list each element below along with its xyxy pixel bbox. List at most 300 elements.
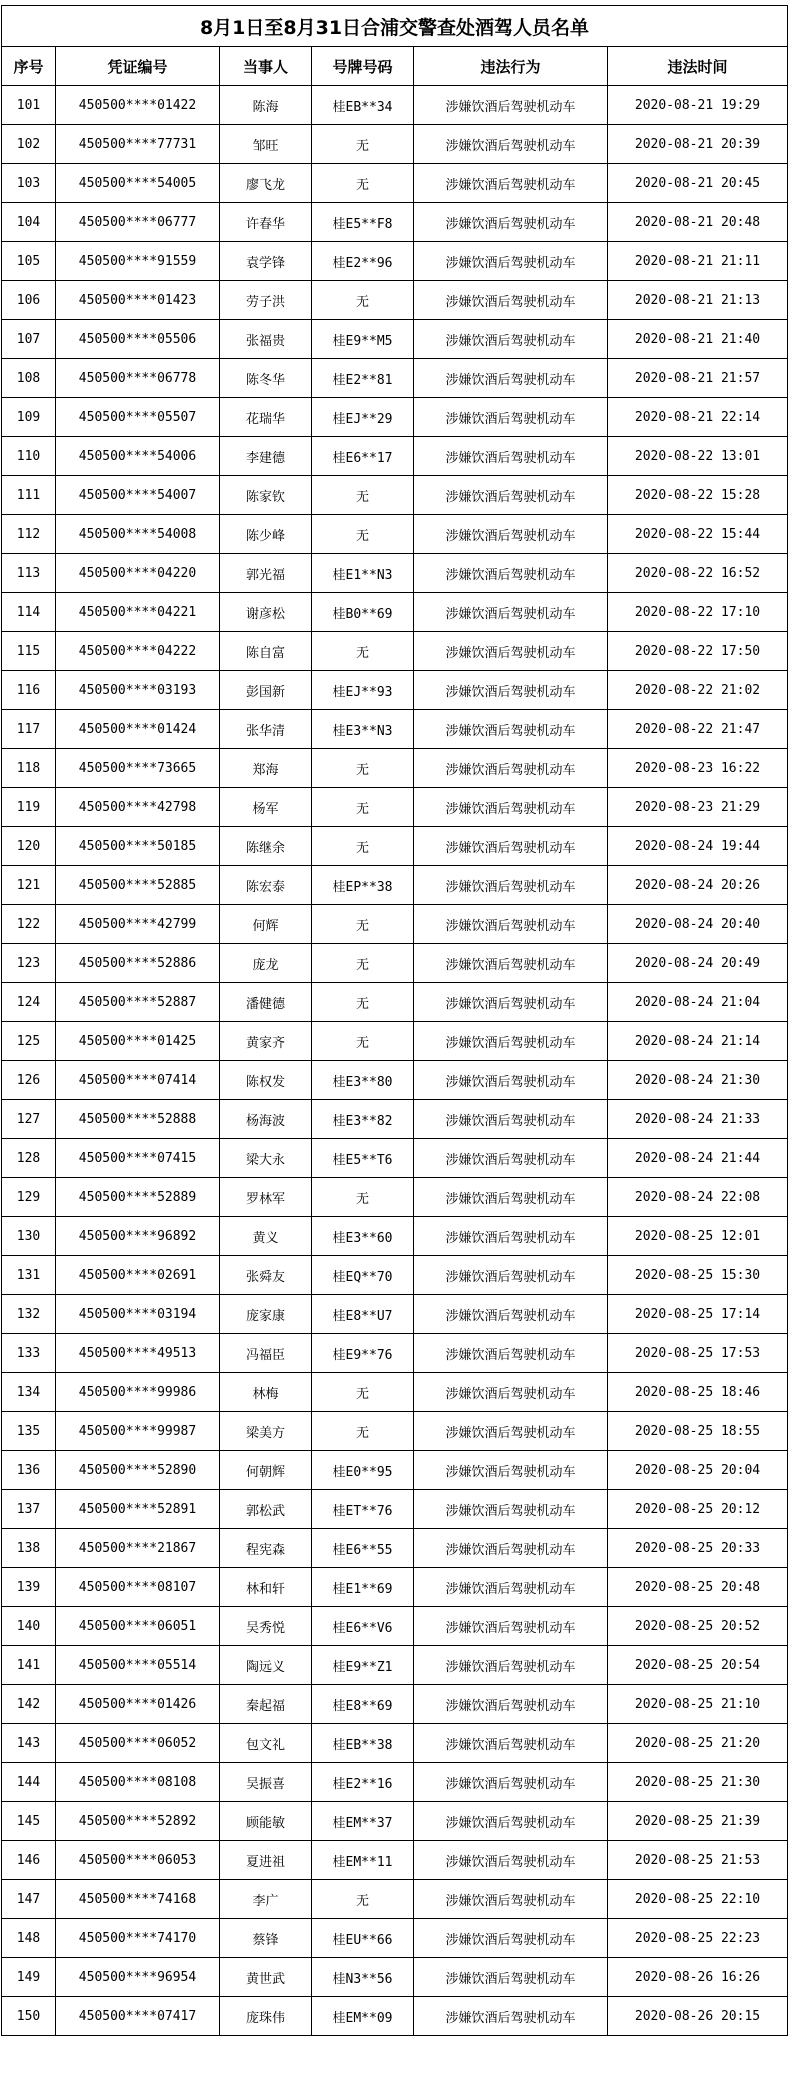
cell-party: 陈权发 <box>220 1061 312 1100</box>
cell-ticket-no: 450500****07415 <box>56 1139 220 1178</box>
column-header-seq: 序号 <box>2 47 56 86</box>
cell-violation: 涉嫌饮酒后驾驶机动车 <box>414 593 608 632</box>
cell-time: 2020-08-25 20:48 <box>608 1568 788 1607</box>
cell-ticket-no: 450500****05507 <box>56 398 220 437</box>
cell-ticket-no: 450500****54007 <box>56 476 220 515</box>
cell-time: 2020-08-21 19:29 <box>608 86 788 125</box>
cell-seq: 138 <box>2 1529 56 1568</box>
cell-plate: 桂EB**34 <box>312 86 414 125</box>
cell-time: 2020-08-24 21:14 <box>608 1022 788 1061</box>
table-row <box>2 1451 788 1490</box>
cell-plate: 桂E2**16 <box>312 1763 414 1802</box>
cell-seq: 106 <box>2 281 56 320</box>
cell-violation: 涉嫌饮酒后驾驶机动车 <box>414 1334 608 1373</box>
cell-plate: 桂EQ**70 <box>312 1256 414 1295</box>
cell-ticket-no: 450500****03193 <box>56 671 220 710</box>
cell-party: 郭光福 <box>220 554 312 593</box>
cell-party: 陈自富 <box>220 632 312 671</box>
cell-ticket-no: 450500****52891 <box>56 1490 220 1529</box>
cell-time: 2020-08-24 21:30 <box>608 1061 788 1100</box>
cell-plate: 桂E2**81 <box>312 359 414 398</box>
cell-plate: 无 <box>312 125 414 164</box>
table-row <box>2 749 788 788</box>
cell-ticket-no: 450500****04222 <box>56 632 220 671</box>
cell-time: 2020-08-24 20:26 <box>608 866 788 905</box>
table-row <box>2 1607 788 1646</box>
cell-ticket-no: 450500****05506 <box>56 320 220 359</box>
cell-violation: 涉嫌饮酒后驾驶机动车 <box>414 944 608 983</box>
cell-party: 李广 <box>220 1880 312 1919</box>
cell-violation: 涉嫌饮酒后驾驶机动车 <box>414 632 608 671</box>
cell-violation: 涉嫌饮酒后驾驶机动车 <box>414 242 608 281</box>
table-row <box>2 905 788 944</box>
column-header-row <box>2 47 788 86</box>
cell-seq: 137 <box>2 1490 56 1529</box>
cell-party: 陈家钦 <box>220 476 312 515</box>
cell-plate: 无 <box>312 905 414 944</box>
cell-ticket-no: 450500****74168 <box>56 1880 220 1919</box>
cell-party: 陈少峰 <box>220 515 312 554</box>
cell-seq: 128 <box>2 1139 56 1178</box>
cell-plate: 桂E1**N3 <box>312 554 414 593</box>
cell-party: 吴振喜 <box>220 1763 312 1802</box>
cell-plate: 桂E9**Z1 <box>312 1646 414 1685</box>
cell-seq: 113 <box>2 554 56 593</box>
cell-seq: 112 <box>2 515 56 554</box>
cell-ticket-no: 450500****49513 <box>56 1334 220 1373</box>
cell-ticket-no: 450500****06051 <box>56 1607 220 1646</box>
cell-seq: 135 <box>2 1412 56 1451</box>
cell-ticket-no: 450500****74170 <box>56 1919 220 1958</box>
cell-plate: 桂E3**N3 <box>312 710 414 749</box>
cell-seq: 103 <box>2 164 56 203</box>
cell-plate: 桂EJ**93 <box>312 671 414 710</box>
table-row <box>2 1334 788 1373</box>
cell-party: 黄家齐 <box>220 1022 312 1061</box>
cell-ticket-no: 450500****04221 <box>56 593 220 632</box>
cell-time: 2020-08-21 20:39 <box>608 125 788 164</box>
table-row <box>2 1061 788 1100</box>
cell-party: 蔡锋 <box>220 1919 312 1958</box>
cell-time: 2020-08-25 22:10 <box>608 1880 788 1919</box>
cell-time: 2020-08-21 22:14 <box>608 398 788 437</box>
cell-seq: 108 <box>2 359 56 398</box>
cell-seq: 119 <box>2 788 56 827</box>
cell-seq: 136 <box>2 1451 56 1490</box>
cell-ticket-no: 450500****99986 <box>56 1373 220 1412</box>
cell-violation: 涉嫌饮酒后驾驶机动车 <box>414 1022 608 1061</box>
cell-party: 夏进祖 <box>220 1841 312 1880</box>
cell-violation: 涉嫌饮酒后驾驶机动车 <box>414 1412 608 1451</box>
cell-ticket-no: 450500****06052 <box>56 1724 220 1763</box>
table-row <box>2 1568 788 1607</box>
cell-party: 张华清 <box>220 710 312 749</box>
table-row <box>2 1139 788 1178</box>
cell-party: 郭松武 <box>220 1490 312 1529</box>
cell-plate: 无 <box>312 1178 414 1217</box>
table-row <box>2 866 788 905</box>
cell-seq: 114 <box>2 593 56 632</box>
cell-time: 2020-08-22 15:44 <box>608 515 788 554</box>
table-row <box>2 1958 788 1997</box>
cell-ticket-no: 450500****07414 <box>56 1061 220 1100</box>
cell-violation: 涉嫌饮酒后驾驶机动车 <box>414 983 608 1022</box>
cell-seq: 149 <box>2 1958 56 1997</box>
cell-ticket-no: 450500****96954 <box>56 1958 220 1997</box>
cell-party: 劳子洪 <box>220 281 312 320</box>
cell-party: 何辉 <box>220 905 312 944</box>
column-header-plate: 号牌号码 <box>312 47 414 86</box>
cell-seq: 121 <box>2 866 56 905</box>
column-header-ticket-no: 凭证编号 <box>56 47 220 86</box>
cell-plate: 桂E6**V6 <box>312 1607 414 1646</box>
cell-seq: 125 <box>2 1022 56 1061</box>
cell-seq: 129 <box>2 1178 56 1217</box>
cell-violation: 涉嫌饮酒后驾驶机动车 <box>414 1997 608 2036</box>
cell-violation: 涉嫌饮酒后驾驶机动车 <box>414 1958 608 1997</box>
cell-violation: 涉嫌饮酒后驾驶机动车 <box>414 1763 608 1802</box>
cell-party: 陈继余 <box>220 827 312 866</box>
cell-plate: 桂B0**69 <box>312 593 414 632</box>
table-row <box>2 1724 788 1763</box>
cell-time: 2020-08-23 16:22 <box>608 749 788 788</box>
cell-plate: 无 <box>312 944 414 983</box>
cell-plate: 桂E8**69 <box>312 1685 414 1724</box>
cell-violation: 涉嫌饮酒后驾驶机动车 <box>414 1724 608 1763</box>
cell-ticket-no: 450500****03194 <box>56 1295 220 1334</box>
cell-seq: 109 <box>2 398 56 437</box>
cell-violation: 涉嫌饮酒后驾驶机动车 <box>414 164 608 203</box>
cell-plate: 桂EM**11 <box>312 1841 414 1880</box>
cell-ticket-no: 450500****06053 <box>56 1841 220 1880</box>
cell-violation: 涉嫌饮酒后驾驶机动车 <box>414 710 608 749</box>
table-row <box>2 1880 788 1919</box>
table-row <box>2 1217 788 1256</box>
cell-time: 2020-08-22 21:02 <box>608 671 788 710</box>
cell-seq: 139 <box>2 1568 56 1607</box>
cell-plate: 桂E0**95 <box>312 1451 414 1490</box>
cell-plate: 桂EM**37 <box>312 1802 414 1841</box>
drunk-driving-roster-table <box>1 5 788 2036</box>
cell-violation: 涉嫌饮酒后驾驶机动车 <box>414 1256 608 1295</box>
cell-ticket-no: 450500****52890 <box>56 1451 220 1490</box>
cell-party: 梁大永 <box>220 1139 312 1178</box>
cell-ticket-no: 450500****01426 <box>56 1685 220 1724</box>
cell-violation: 涉嫌饮酒后驾驶机动车 <box>414 1841 608 1880</box>
cell-party: 杨军 <box>220 788 312 827</box>
cell-party: 林梅 <box>220 1373 312 1412</box>
cell-time: 2020-08-21 20:45 <box>608 164 788 203</box>
table-row <box>2 1412 788 1451</box>
cell-seq: 107 <box>2 320 56 359</box>
cell-party: 秦起福 <box>220 1685 312 1724</box>
cell-plate: 桂E5**F8 <box>312 203 414 242</box>
table-row <box>2 1178 788 1217</box>
cell-time: 2020-08-22 17:10 <box>608 593 788 632</box>
cell-ticket-no: 450500****01425 <box>56 1022 220 1061</box>
cell-violation: 涉嫌饮酒后驾驶机动车 <box>414 320 608 359</box>
cell-ticket-no: 450500****08108 <box>56 1763 220 1802</box>
cell-time: 2020-08-25 17:14 <box>608 1295 788 1334</box>
cell-plate: 无 <box>312 632 414 671</box>
cell-plate: 无 <box>312 1373 414 1412</box>
cell-seq: 126 <box>2 1061 56 1100</box>
cell-seq: 118 <box>2 749 56 788</box>
cell-time: 2020-08-26 16:26 <box>608 1958 788 1997</box>
cell-plate: 桂EP**38 <box>312 866 414 905</box>
cell-plate: 无 <box>312 749 414 788</box>
cell-party: 吴秀悦 <box>220 1607 312 1646</box>
cell-seq: 145 <box>2 1802 56 1841</box>
table-row <box>2 164 788 203</box>
cell-plate: 桂ET**76 <box>312 1490 414 1529</box>
cell-plate: 无 <box>312 788 414 827</box>
cell-party: 李建德 <box>220 437 312 476</box>
cell-plate: 桂E2**96 <box>312 242 414 281</box>
cell-plate: 桂E3**82 <box>312 1100 414 1139</box>
cell-plate: 桂E3**80 <box>312 1061 414 1100</box>
column-header-party: 当事人 <box>220 47 312 86</box>
cell-party: 廖飞龙 <box>220 164 312 203</box>
cell-plate: 桂E5**T6 <box>312 1139 414 1178</box>
cell-ticket-no: 450500****96892 <box>56 1217 220 1256</box>
table-row <box>2 1919 788 1958</box>
cell-party: 许春华 <box>220 203 312 242</box>
cell-plate: 无 <box>312 476 414 515</box>
cell-party: 黄义 <box>220 1217 312 1256</box>
cell-time: 2020-08-24 19:44 <box>608 827 788 866</box>
cell-ticket-no: 450500****54005 <box>56 164 220 203</box>
column-header-violation: 违法行为 <box>414 47 608 86</box>
cell-seq: 131 <box>2 1256 56 1295</box>
cell-seq: 117 <box>2 710 56 749</box>
cell-party: 张福贵 <box>220 320 312 359</box>
cell-seq: 110 <box>2 437 56 476</box>
table-row <box>2 1490 788 1529</box>
cell-party: 程宪森 <box>220 1529 312 1568</box>
cell-violation: 涉嫌饮酒后驾驶机动车 <box>414 86 608 125</box>
cell-ticket-no: 450500****54008 <box>56 515 220 554</box>
cell-party: 罗林军 <box>220 1178 312 1217</box>
cell-time: 2020-08-25 15:30 <box>608 1256 788 1295</box>
cell-time: 2020-08-24 21:44 <box>608 1139 788 1178</box>
cell-plate: 桂E8**U7 <box>312 1295 414 1334</box>
cell-time: 2020-08-22 17:50 <box>608 632 788 671</box>
cell-seq: 124 <box>2 983 56 1022</box>
cell-party: 袁学锋 <box>220 242 312 281</box>
cell-party: 邹旺 <box>220 125 312 164</box>
table-row <box>2 515 788 554</box>
cell-violation: 涉嫌饮酒后驾驶机动车 <box>414 827 608 866</box>
cell-time: 2020-08-25 21:30 <box>608 1763 788 1802</box>
table-row <box>2 476 788 515</box>
table-row <box>2 1763 788 1802</box>
table-row <box>2 593 788 632</box>
cell-time: 2020-08-24 21:04 <box>608 983 788 1022</box>
table-row <box>2 1022 788 1061</box>
cell-time: 2020-08-25 20:52 <box>608 1607 788 1646</box>
cell-time: 2020-08-25 21:53 <box>608 1841 788 1880</box>
cell-party: 陈冬华 <box>220 359 312 398</box>
cell-ticket-no: 450500****01423 <box>56 281 220 320</box>
cell-party: 谢彦松 <box>220 593 312 632</box>
cell-plate: 桂E9**M5 <box>312 320 414 359</box>
cell-ticket-no: 450500****52887 <box>56 983 220 1022</box>
cell-time: 2020-08-25 22:23 <box>608 1919 788 1958</box>
table-row <box>2 788 788 827</box>
cell-ticket-no: 450500****73665 <box>56 749 220 788</box>
table-row <box>2 1841 788 1880</box>
cell-violation: 涉嫌饮酒后驾驶机动车 <box>414 905 608 944</box>
cell-time: 2020-08-25 18:55 <box>608 1412 788 1451</box>
cell-party: 林和轩 <box>220 1568 312 1607</box>
cell-party: 陈宏泰 <box>220 866 312 905</box>
cell-plate: 无 <box>312 281 414 320</box>
cell-violation: 涉嫌饮酒后驾驶机动车 <box>414 398 608 437</box>
cell-time: 2020-08-25 20:33 <box>608 1529 788 1568</box>
cell-violation: 涉嫌饮酒后驾驶机动车 <box>414 437 608 476</box>
table-title-row <box>2 6 788 47</box>
cell-seq: 102 <box>2 125 56 164</box>
cell-seq: 111 <box>2 476 56 515</box>
cell-plate: 无 <box>312 1880 414 1919</box>
table-row <box>2 203 788 242</box>
cell-party: 陈海 <box>220 86 312 125</box>
cell-violation: 涉嫌饮酒后驾驶机动车 <box>414 1529 608 1568</box>
cell-ticket-no: 450500****01424 <box>56 710 220 749</box>
cell-seq: 142 <box>2 1685 56 1724</box>
cell-party: 顾能敏 <box>220 1802 312 1841</box>
cell-violation: 涉嫌饮酒后驾驶机动车 <box>414 1685 608 1724</box>
table-row <box>2 320 788 359</box>
cell-violation: 涉嫌饮酒后驾驶机动车 <box>414 1490 608 1529</box>
cell-violation: 涉嫌饮酒后驾驶机动车 <box>414 1295 608 1334</box>
table-row <box>2 125 788 164</box>
cell-violation: 涉嫌饮酒后驾驶机动车 <box>414 1061 608 1100</box>
cell-seq: 120 <box>2 827 56 866</box>
cell-seq: 140 <box>2 1607 56 1646</box>
cell-party: 庞龙 <box>220 944 312 983</box>
cell-plate: 桂EU**66 <box>312 1919 414 1958</box>
cell-time: 2020-08-26 20:15 <box>608 1997 788 2036</box>
cell-seq: 105 <box>2 242 56 281</box>
cell-time: 2020-08-21 21:11 <box>608 242 788 281</box>
cell-time: 2020-08-24 20:49 <box>608 944 788 983</box>
cell-seq: 143 <box>2 1724 56 1763</box>
cell-time: 2020-08-24 22:08 <box>608 1178 788 1217</box>
cell-ticket-no: 450500****04220 <box>56 554 220 593</box>
cell-time: 2020-08-25 12:01 <box>608 1217 788 1256</box>
table-row <box>2 632 788 671</box>
cell-plate: 桂E6**55 <box>312 1529 414 1568</box>
cell-violation: 涉嫌饮酒后驾驶机动车 <box>414 1607 608 1646</box>
cell-ticket-no: 450500****52888 <box>56 1100 220 1139</box>
cell-plate: 桂E6**17 <box>312 437 414 476</box>
cell-violation: 涉嫌饮酒后驾驶机动车 <box>414 554 608 593</box>
table-row <box>2 281 788 320</box>
cell-violation: 涉嫌饮酒后驾驶机动车 <box>414 515 608 554</box>
cell-party: 何朝辉 <box>220 1451 312 1490</box>
cell-ticket-no: 450500****77731 <box>56 125 220 164</box>
cell-ticket-no: 450500****52892 <box>56 1802 220 1841</box>
cell-time: 2020-08-23 21:29 <box>608 788 788 827</box>
column-header-time: 违法时间 <box>608 47 788 86</box>
cell-party: 花瑞华 <box>220 398 312 437</box>
cell-ticket-no: 450500****02691 <box>56 1256 220 1295</box>
cell-time: 2020-08-25 20:54 <box>608 1646 788 1685</box>
table-row <box>2 242 788 281</box>
table-row <box>2 437 788 476</box>
table-row <box>2 1997 788 2036</box>
table-row <box>2 827 788 866</box>
table-row <box>2 1529 788 1568</box>
cell-violation: 涉嫌饮酒后驾驶机动车 <box>414 1217 608 1256</box>
cell-seq: 122 <box>2 905 56 944</box>
cell-time: 2020-08-25 21:10 <box>608 1685 788 1724</box>
cell-party: 潘健德 <box>220 983 312 1022</box>
cell-violation: 涉嫌饮酒后驾驶机动车 <box>414 203 608 242</box>
table-row <box>2 1295 788 1334</box>
cell-violation: 涉嫌饮酒后驾驶机动车 <box>414 1100 608 1139</box>
cell-seq: 134 <box>2 1373 56 1412</box>
cell-time: 2020-08-25 17:53 <box>608 1334 788 1373</box>
cell-ticket-no: 450500****91559 <box>56 242 220 281</box>
cell-seq: 133 <box>2 1334 56 1373</box>
table-row <box>2 359 788 398</box>
cell-violation: 涉嫌饮酒后驾驶机动车 <box>414 1178 608 1217</box>
cell-time: 2020-08-25 21:20 <box>608 1724 788 1763</box>
table-row <box>2 1646 788 1685</box>
cell-seq: 101 <box>2 86 56 125</box>
cell-time: 2020-08-25 21:39 <box>608 1802 788 1841</box>
cell-time: 2020-08-22 16:52 <box>608 554 788 593</box>
cell-ticket-no: 450500****08107 <box>56 1568 220 1607</box>
cell-violation: 涉嫌饮酒后驾驶机动车 <box>414 671 608 710</box>
table-row <box>2 1256 788 1295</box>
cell-plate: 无 <box>312 1412 414 1451</box>
cell-violation: 涉嫌饮酒后驾驶机动车 <box>414 1568 608 1607</box>
cell-plate: 桂EM**09 <box>312 1997 414 2036</box>
cell-time: 2020-08-24 21:33 <box>608 1100 788 1139</box>
cell-violation: 涉嫌饮酒后驾驶机动车 <box>414 1451 608 1490</box>
cell-ticket-no: 450500****52885 <box>56 866 220 905</box>
cell-plate: 无 <box>312 983 414 1022</box>
table-row <box>2 671 788 710</box>
cell-time: 2020-08-21 20:48 <box>608 203 788 242</box>
page-title: 8月1日至8月31日合浦交警查处酒驾人员名单 <box>2 6 788 47</box>
cell-violation: 涉嫌饮酒后驾驶机动车 <box>414 749 608 788</box>
cell-plate: 无 <box>312 827 414 866</box>
cell-violation: 涉嫌饮酒后驾驶机动车 <box>414 788 608 827</box>
cell-seq: 148 <box>2 1919 56 1958</box>
cell-plate: 无 <box>312 164 414 203</box>
cell-plate: 桂E9**76 <box>312 1334 414 1373</box>
cell-ticket-no: 450500****05514 <box>56 1646 220 1685</box>
cell-seq: 127 <box>2 1100 56 1139</box>
cell-seq: 144 <box>2 1763 56 1802</box>
cell-plate: 桂E3**60 <box>312 1217 414 1256</box>
table-row <box>2 554 788 593</box>
cell-ticket-no: 450500****50185 <box>56 827 220 866</box>
cell-violation: 涉嫌饮酒后驾驶机动车 <box>414 476 608 515</box>
cell-time: 2020-08-21 21:13 <box>608 281 788 320</box>
cell-time: 2020-08-22 13:01 <box>608 437 788 476</box>
cell-seq: 104 <box>2 203 56 242</box>
cell-ticket-no: 450500****01422 <box>56 86 220 125</box>
cell-seq: 115 <box>2 632 56 671</box>
cell-party: 张舜友 <box>220 1256 312 1295</box>
table-body <box>2 86 788 2036</box>
